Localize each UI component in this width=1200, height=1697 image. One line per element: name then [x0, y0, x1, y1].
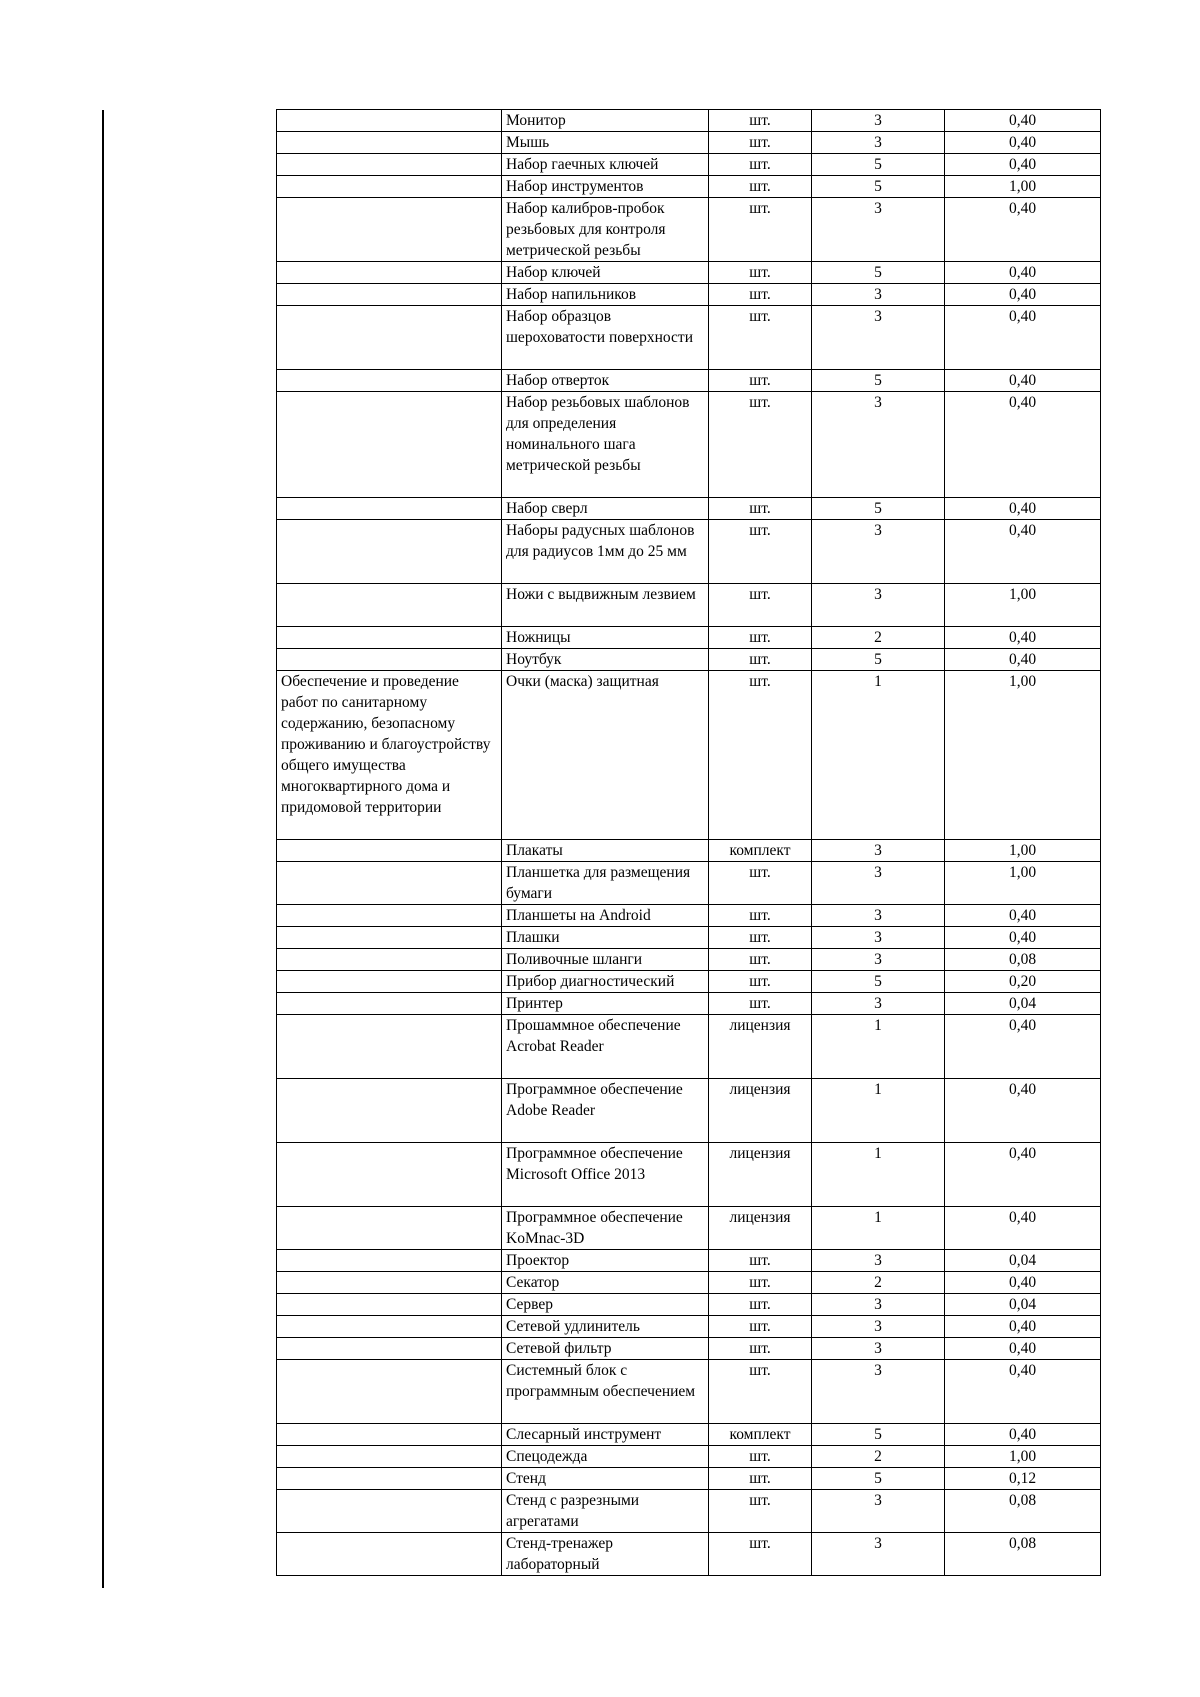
work-type-cell: [277, 840, 502, 862]
quantity-cell: 3: [812, 132, 945, 154]
norm-cell: 0,40: [945, 110, 1101, 132]
work-type-cell: [277, 1490, 502, 1533]
quantity-cell: 3: [812, 1338, 945, 1360]
quantity-cell: 3: [812, 1294, 945, 1316]
unit-cell: шт.: [709, 1468, 812, 1490]
equipment-name-cell: Плашки: [502, 927, 709, 949]
table-row: [277, 1338, 1101, 1360]
unit-cell: шт.: [709, 927, 812, 949]
equipment-name-cell: Сервер: [502, 1294, 709, 1316]
quantity-cell: 3: [812, 1533, 945, 1576]
norm-cell: 0,40: [945, 306, 1101, 370]
unit-cell: комплект: [709, 840, 812, 862]
quantity-cell: 3: [812, 1360, 945, 1424]
equipment-name-cell: Программное обеспечение Microsoft Office 2013: [502, 1143, 709, 1207]
norm-cell: 0,40: [945, 1360, 1101, 1424]
work-type-cell: [277, 1272, 502, 1294]
work-type-cell: [277, 927, 502, 949]
work-type-cell: [277, 949, 502, 971]
table-row: [277, 110, 1101, 132]
norm-cell: 0,40: [945, 649, 1101, 671]
work-type-cell: [277, 1207, 502, 1250]
unit-cell: шт.: [709, 370, 812, 392]
equipment-name-cell: Ножницы: [502, 627, 709, 649]
unit-cell: шт.: [709, 649, 812, 671]
unit-cell: шт.: [709, 862, 812, 905]
table-row: [277, 176, 1101, 198]
work-type-cell: [277, 1015, 502, 1079]
norm-cell: 0,40: [945, 1015, 1101, 1079]
quantity-cell: 3: [812, 927, 945, 949]
norm-cell: 0,40: [945, 1316, 1101, 1338]
work-type-cell: [277, 392, 502, 498]
equipment-name-cell: Монитор: [502, 110, 709, 132]
equipment-name-cell: Мышь: [502, 132, 709, 154]
work-type-cell: [277, 1446, 502, 1468]
equipment-name-cell: Плакаты: [502, 840, 709, 862]
left-margin-line: [102, 110, 104, 1588]
inventory-table-body: [277, 110, 1101, 1576]
unit-cell: шт.: [709, 971, 812, 993]
work-type-cell: [277, 1250, 502, 1272]
unit-cell: шт.: [709, 176, 812, 198]
work-type-cell: [277, 198, 502, 262]
unit-cell: лицензия: [709, 1207, 812, 1250]
equipment-name-cell: Сетевой фильтр: [502, 1338, 709, 1360]
norm-cell: 0,40: [945, 905, 1101, 927]
unit-cell: шт.: [709, 671, 812, 840]
table-row: [277, 1250, 1101, 1272]
table-row: [277, 971, 1101, 993]
equipment-name-cell: Программное обеспечение Adobe Reader: [502, 1079, 709, 1143]
equipment-name-cell: Системный блок с программным обеспечением: [502, 1360, 709, 1424]
quantity-cell: 3: [812, 1316, 945, 1338]
quantity-cell: 1: [812, 1143, 945, 1207]
work-type-cell: [277, 1294, 502, 1316]
table-row: [277, 1490, 1101, 1533]
table-row: [277, 284, 1101, 306]
quantity-cell: 3: [812, 1490, 945, 1533]
norm-cell: 0,40: [945, 1424, 1101, 1446]
unit-cell: шт.: [709, 1338, 812, 1360]
table-row: [277, 370, 1101, 392]
table-row: [277, 262, 1101, 284]
work-type-cell: [277, 1424, 502, 1446]
inventory-table: [276, 109, 1101, 1576]
norm-cell: 1,00: [945, 584, 1101, 627]
unit-cell: шт.: [709, 1272, 812, 1294]
work-type-cell: [277, 110, 502, 132]
quantity-cell: 2: [812, 1272, 945, 1294]
table-row: [277, 1143, 1101, 1207]
table-row: [277, 154, 1101, 176]
quantity-cell: 3: [812, 993, 945, 1015]
norm-cell: 0,40: [945, 520, 1101, 584]
work-type-cell: [277, 284, 502, 306]
work-type-cell: Обеспечение и проведение работ по санитарному содержанию, безопасному проживанию и благоустройству общего имущества многоквартирного дома и придомовой территории: [277, 671, 502, 840]
norm-cell: 0,08: [945, 1490, 1101, 1533]
norm-cell: 0,08: [945, 1533, 1101, 1576]
work-type-cell: [277, 498, 502, 520]
equipment-name-cell: Прибор диагностический: [502, 971, 709, 993]
work-type-cell: [277, 262, 502, 284]
work-type-cell: [277, 154, 502, 176]
norm-cell: 0,40: [945, 132, 1101, 154]
norm-cell: 0,40: [945, 1079, 1101, 1143]
equipment-name-cell: Стенд: [502, 1468, 709, 1490]
equipment-name-cell: Прошаммное обеспечение Acrobat Reader: [502, 1015, 709, 1079]
quantity-cell: 5: [812, 1468, 945, 1490]
norm-cell: 1,00: [945, 671, 1101, 840]
norm-cell: 0,12: [945, 1468, 1101, 1490]
unit-cell: шт.: [709, 993, 812, 1015]
unit-cell: лицензия: [709, 1015, 812, 1079]
norm-cell: 0,40: [945, 154, 1101, 176]
quantity-cell: 1: [812, 1015, 945, 1079]
quantity-cell: 3: [812, 110, 945, 132]
work-type-cell: [277, 627, 502, 649]
equipment-name-cell: Стенд с разрезными агрегатами: [502, 1490, 709, 1533]
unit-cell: шт.: [709, 284, 812, 306]
equipment-name-cell: Планшеты на Android: [502, 905, 709, 927]
work-type-cell: [277, 649, 502, 671]
quantity-cell: 3: [812, 1250, 945, 1272]
table-row: [277, 949, 1101, 971]
quantity-cell: 5: [812, 1424, 945, 1446]
table-row: [277, 520, 1101, 584]
equipment-name-cell: Планшетка для размещения бумаги: [502, 862, 709, 905]
quantity-cell: 3: [812, 520, 945, 584]
unit-cell: шт.: [709, 520, 812, 584]
work-type-cell: [277, 1338, 502, 1360]
table-row: [277, 840, 1101, 862]
quantity-cell: 1: [812, 1207, 945, 1250]
equipment-name-cell: Набор образцов шероховатости поверхности: [502, 306, 709, 370]
work-type-cell: [277, 971, 502, 993]
unit-cell: шт.: [709, 498, 812, 520]
norm-cell: 1,00: [945, 176, 1101, 198]
unit-cell: шт.: [709, 1294, 812, 1316]
quantity-cell: 5: [812, 498, 945, 520]
work-type-cell: [277, 520, 502, 584]
table-row: [277, 1079, 1101, 1143]
table-row: [277, 306, 1101, 370]
quantity-cell: 5: [812, 154, 945, 176]
quantity-cell: 2: [812, 627, 945, 649]
unit-cell: шт.: [709, 1316, 812, 1338]
table-row: [277, 927, 1101, 949]
equipment-name-cell: Очки (маска) защитная: [502, 671, 709, 840]
norm-cell: 0,40: [945, 1338, 1101, 1360]
norm-cell: 0,40: [945, 627, 1101, 649]
table-row: [277, 132, 1101, 154]
unit-cell: шт.: [709, 627, 812, 649]
table-row: [277, 905, 1101, 927]
work-type-cell: [277, 1468, 502, 1490]
unit-cell: шт.: [709, 306, 812, 370]
unit-cell: шт.: [709, 1490, 812, 1533]
norm-cell: 0,40: [945, 1272, 1101, 1294]
work-type-cell: [277, 1316, 502, 1338]
work-type-cell: [277, 905, 502, 927]
table-row: [277, 198, 1101, 262]
unit-cell: шт.: [709, 905, 812, 927]
equipment-name-cell: Ножи с выдвижным лезвием: [502, 584, 709, 627]
quantity-cell: 3: [812, 862, 945, 905]
norm-cell: 0,40: [945, 262, 1101, 284]
unit-cell: шт.: [709, 154, 812, 176]
norm-cell: 1,00: [945, 862, 1101, 905]
norm-cell: 0,40: [945, 1143, 1101, 1207]
quantity-cell: 5: [812, 370, 945, 392]
work-type-cell: [277, 1533, 502, 1576]
quantity-cell: 5: [812, 649, 945, 671]
quantity-cell: 5: [812, 176, 945, 198]
work-type-cell: [277, 1079, 502, 1143]
equipment-name-cell: Программное обеспечение KoMnac-3D: [502, 1207, 709, 1250]
equipment-name-cell: Набор ключей: [502, 262, 709, 284]
unit-cell: шт.: [709, 584, 812, 627]
work-type-cell: [277, 370, 502, 392]
equipment-name-cell: Стенд-тренажер лабораторный: [502, 1533, 709, 1576]
quantity-cell: 3: [812, 392, 945, 498]
table-row: [277, 1533, 1101, 1576]
equipment-name-cell: Набор напильников: [502, 284, 709, 306]
norm-cell: 0,40: [945, 498, 1101, 520]
norm-cell: 0,40: [945, 392, 1101, 498]
table-row: [277, 862, 1101, 905]
table-row: [277, 1424, 1101, 1446]
table-row: [277, 627, 1101, 649]
norm-cell: 0,40: [945, 1207, 1101, 1250]
quantity-cell: 1: [812, 671, 945, 840]
quantity-cell: 3: [812, 949, 945, 971]
table-row: [277, 1316, 1101, 1338]
work-type-cell: [277, 306, 502, 370]
work-type-cell: [277, 993, 502, 1015]
equipment-name-cell: Набор резьбовых шаблонов для определения номинального шага метрической резьбы: [502, 392, 709, 498]
table-row: [277, 1272, 1101, 1294]
table-row: [277, 649, 1101, 671]
norm-cell: 0,40: [945, 927, 1101, 949]
equipment-name-cell: Секатор: [502, 1272, 709, 1294]
quantity-cell: 3: [812, 905, 945, 927]
quantity-cell: 3: [812, 306, 945, 370]
table-row: [277, 671, 1101, 840]
norm-cell: 0,40: [945, 370, 1101, 392]
equipment-name-cell: Принтер: [502, 993, 709, 1015]
equipment-name-cell: Слесарный инструмент: [502, 1424, 709, 1446]
equipment-name-cell: Ноутбук: [502, 649, 709, 671]
norm-cell: 1,00: [945, 840, 1101, 862]
equipment-name-cell: Спецодежда: [502, 1446, 709, 1468]
equipment-name-cell: Набор отверток: [502, 370, 709, 392]
norm-cell: 1,00: [945, 1446, 1101, 1468]
equipment-name-cell: Наборы радусных шаблонов для радиусов 1мм до 25 мм: [502, 520, 709, 584]
unit-cell: шт.: [709, 1360, 812, 1424]
unit-cell: лицензия: [709, 1143, 812, 1207]
quantity-cell: 2: [812, 1446, 945, 1468]
equipment-name-cell: Набор калибров-пробок резьбовых для контроля метрической резьбы: [502, 198, 709, 262]
norm-cell: 0,04: [945, 993, 1101, 1015]
unit-cell: шт.: [709, 949, 812, 971]
unit-cell: шт.: [709, 1250, 812, 1272]
table-row: [277, 584, 1101, 627]
norm-cell: 0,04: [945, 1250, 1101, 1272]
unit-cell: шт.: [709, 392, 812, 498]
quantity-cell: 5: [812, 971, 945, 993]
table-row: [277, 1446, 1101, 1468]
norm-cell: 0,20: [945, 971, 1101, 993]
quantity-cell: 3: [812, 584, 945, 627]
work-type-cell: [277, 1360, 502, 1424]
unit-cell: комплект: [709, 1424, 812, 1446]
work-type-cell: [277, 584, 502, 627]
equipment-name-cell: Набор инструментов: [502, 176, 709, 198]
norm-cell: 0,40: [945, 198, 1101, 262]
work-type-cell: [277, 176, 502, 198]
table-row: [277, 498, 1101, 520]
unit-cell: шт.: [709, 198, 812, 262]
quantity-cell: 5: [812, 262, 945, 284]
quantity-cell: 3: [812, 284, 945, 306]
unit-cell: шт.: [709, 1533, 812, 1576]
quantity-cell: 1: [812, 1079, 945, 1143]
unit-cell: шт.: [709, 1446, 812, 1468]
norm-cell: 0,40: [945, 284, 1101, 306]
quantity-cell: 3: [812, 840, 945, 862]
equipment-name-cell: Набор сверл: [502, 498, 709, 520]
table-row: [277, 392, 1101, 498]
unit-cell: шт.: [709, 132, 812, 154]
equipment-name-cell: Сетевой удлинитель: [502, 1316, 709, 1338]
norm-cell: 0,04: [945, 1294, 1101, 1316]
table-row: [277, 1468, 1101, 1490]
unit-cell: шт.: [709, 110, 812, 132]
table-row: [277, 993, 1101, 1015]
work-type-cell: [277, 1143, 502, 1207]
table-row: [277, 1294, 1101, 1316]
unit-cell: лицензия: [709, 1079, 812, 1143]
equipment-name-cell: Проектор: [502, 1250, 709, 1272]
norm-cell: 0,08: [945, 949, 1101, 971]
equipment-name-cell: Поливочные шланги: [502, 949, 709, 971]
unit-cell: шт.: [709, 262, 812, 284]
quantity-cell: 3: [812, 198, 945, 262]
work-type-cell: [277, 132, 502, 154]
table-row: [277, 1015, 1101, 1079]
table-row: [277, 1207, 1101, 1250]
table-row: [277, 1360, 1101, 1424]
work-type-cell: [277, 862, 502, 905]
equipment-name-cell: Набор гаечных ключей: [502, 154, 709, 176]
